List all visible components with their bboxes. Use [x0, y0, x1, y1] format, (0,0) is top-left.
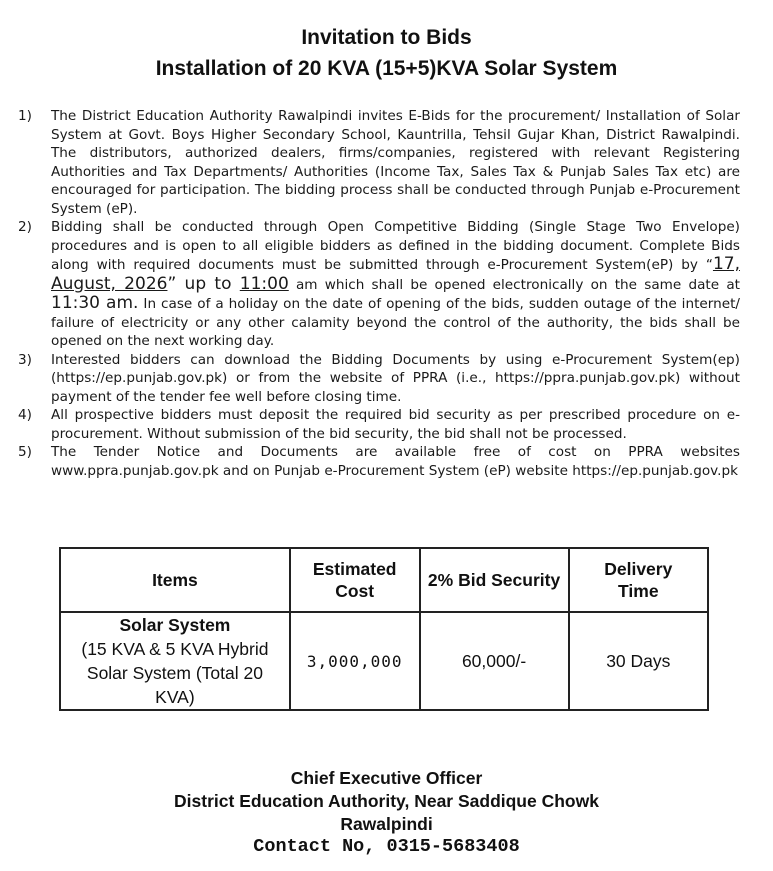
clause-list — [18, 107, 740, 480]
table-row — [60, 612, 708, 710]
tender-table — [59, 547, 709, 711]
header-delivery-time — [569, 548, 708, 612]
signatory-office: District Education Authority, Near Saddique Chowk — [174, 791, 599, 811]
clause-4 — [18, 406, 740, 443]
closing-date: 17, August, 2026 — [51, 254, 740, 294]
clause-1 — [18, 107, 740, 218]
item-description: (15 KVA & 5 KVA Hybrid Solar System (Total 20 KVA) — [81, 639, 269, 707]
header-estimated-cost — [290, 548, 420, 612]
clause-5 — [18, 443, 740, 480]
clause-text-part-b: ” up to — [167, 273, 240, 294]
clause-text-part-c: am which shall be opened electronically on the same date at — [288, 276, 740, 293]
clause-text: The District Education Authority Rawalpindi invites E-Bids for the procurement/ Installation of Solar System at Govt. Boys Higher Secondary School, Kauntrilla, Tehsil Gujar Khan, District Rawalpindi. The distributors, authorized dealers, firms/companies, registered with relevant Registering Authorities and Tax Departments/ Authorities (Income Tax, Sales Tax & Punjab Sales Tax etc) are encouraged for participation. The bidding process shall be conducted through Punjab e-Procurement System (eP). — [51, 108, 740, 217]
contact-number: Contact No, 0315-5683408 — [253, 836, 520, 857]
cell-item — [60, 612, 290, 710]
cell-delivery-time: 30 Days — [569, 612, 708, 710]
clause-number: 3) — [18, 351, 32, 368]
clause-number: 4) — [18, 407, 32, 423]
item-name: Solar System — [119, 615, 231, 635]
header-bid-security: 2% Bid Security — [420, 548, 569, 612]
header-estimated-cost-label: Estimated Cost — [312, 559, 397, 601]
clause-number: 5) — [18, 444, 32, 460]
signatory-city: Rawalpindi — [340, 814, 433, 834]
clause-text: The Tender Notice and Documents are available free of cost on PPRA websites www.ppra.punjab.gov.pk and on Punjab e-Procurement System (eP) website https://ep.punjab.gov.pk — [51, 444, 740, 479]
cell-estimated-cost — [290, 612, 420, 710]
clause-number: 2) — [18, 219, 32, 235]
clause-3 — [18, 351, 740, 407]
closing-time: 11:00 — [239, 273, 289, 294]
clause-text-part-d: In case of a holiday on the date of opening of the bids, sudden outage of the internet/ failure of electricity or any other calamity beyond the control of the authority, the bids shall be opened on the next working day. — [51, 296, 741, 349]
cell-bid-security: 60,000/- — [420, 612, 569, 710]
opening-time: 11:30 am. — [51, 293, 139, 313]
clause-2 — [18, 218, 740, 351]
clause-text-part-a: Bidding shall be conducted through Open Competitive Bidding (Single Stage Two Envelope) procedures and is open to all eligible bidders as defined in the bidding document. Complete Bids along with required documents must be submitted through e-Procurement System(eP) by “ — [51, 219, 740, 273]
table-header-row — [60, 548, 708, 612]
notice-title: Invitation to Bids — [301, 26, 472, 49]
clause-text: All prospective bidders must deposit the required bid security as per prescribed procedure on e-procurement. Without submission of the bid security, the bid shall not be processed. — [51, 407, 740, 442]
header-delivery-time-label: Delivery Time — [604, 559, 673, 601]
notice-subtitle: Installation of 20 KVA (15+5)KVA Solar System — [155, 57, 618, 80]
clause-number: 1) — [18, 108, 32, 124]
clause-text: Interested bidders can download the Bidding Documents by using e-Procurement System(ep)(https://ep.punjab.gov.pk) or from the website of PPRA (i.e., https://ppra.punjab.gov.pk) without payment of the tender fee well before closing time. — [51, 351, 740, 405]
header-items: Items — [60, 548, 290, 612]
estimated-cost-value: 3,000,000 — [306, 651, 403, 671]
signatory-designation: Chief Executive Officer — [290, 768, 483, 788]
